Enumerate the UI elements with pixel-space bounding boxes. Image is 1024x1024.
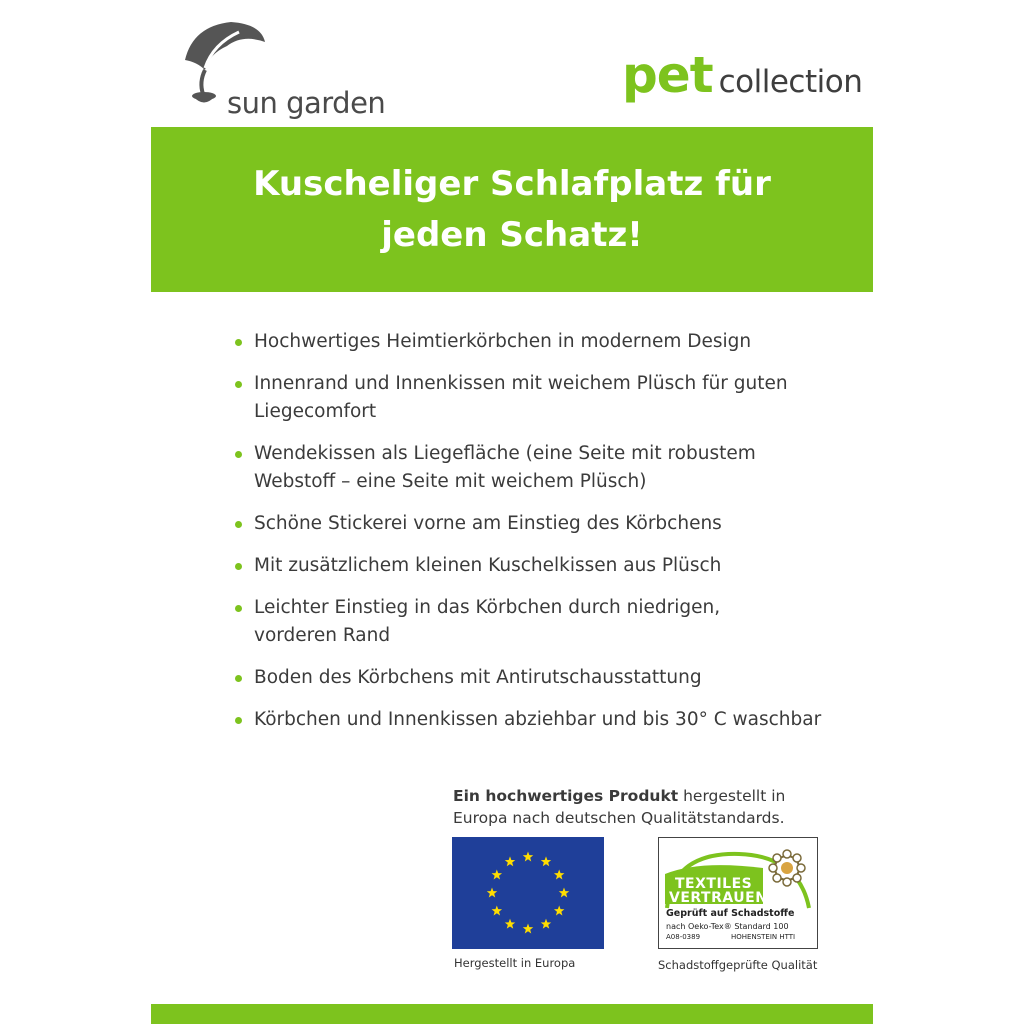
list-item: Mit zusätzlichem kleinen Kuschelkissen aus Plüsch <box>232 552 832 580</box>
bullet-icon <box>235 451 242 458</box>
bullet-icon <box>235 605 242 612</box>
quality-rest: hergestellt in <box>678 787 786 805</box>
eu-flag-icon <box>452 837 604 949</box>
headline-line-2: jeden Schatz! <box>381 215 643 255</box>
collection-wordmark: collection <box>718 64 863 100</box>
list-item: Leichter Einstieg in das Körbchen durch niedrigen, vorderen Rand <box>232 594 832 650</box>
feature-list <box>232 328 832 748</box>
badge-code: A08-0389 <box>666 933 701 941</box>
list-item: Hochwertiges Heimtierkörbchen in modernem Design <box>232 328 832 356</box>
list-item: Innenrand und Innenkissen mit weichem Plüsch für guten Liegecomfort <box>232 370 832 426</box>
bullet-icon <box>235 339 242 346</box>
eu-caption: Hergestellt in Europa <box>454 956 576 970</box>
list-item: Schöne Stickerei vorne am Einstieg des Körbchens <box>232 510 832 538</box>
badge-institute: HOHENSTEIN HTTI <box>731 933 796 941</box>
badge-line-4: nach Oeko-Tex® Standard 100 <box>666 922 789 931</box>
quality-statement <box>453 785 833 829</box>
list-item: Wendekissen als Liegefläche (eine Seite mit robustem Webstoff – eine Seite mit weichem Plüsch) <box>232 440 832 496</box>
bullet-icon <box>235 381 242 388</box>
quality-line-2: Europa nach deutschen Qualitätstandards. <box>453 809 785 827</box>
bottom-band <box>151 1004 873 1024</box>
quality-bold: Ein hochwertiges Produkt <box>453 787 679 805</box>
bullet-icon <box>235 521 242 528</box>
textiles-vertrauen-badge <box>658 837 818 949</box>
pet-collection-logo <box>622 46 862 104</box>
headline <box>151 159 873 261</box>
headline-line-1: Kuscheliger Schlafplatz für <box>253 164 771 204</box>
badge-line-3: Geprüft auf Schadstoffe <box>666 908 795 919</box>
sun-garden-logo <box>183 20 393 120</box>
bullet-icon <box>235 563 242 570</box>
brand-name: sun garden <box>227 86 386 120</box>
list-item: Körbchen und Innenkissen abziehbar und bis 30° C waschbar <box>232 706 832 734</box>
bullet-icon <box>235 675 242 682</box>
headline-band <box>151 127 873 292</box>
pet-wordmark: pet <box>622 46 713 104</box>
badge-title-2: VERTRAUEN <box>669 890 768 906</box>
bullet-icon <box>235 717 242 724</box>
badge-title-1: TEXTILES <box>675 876 753 892</box>
badge-caption: Schadstoffgeprüfte Qualität <box>658 958 818 972</box>
list-item: Boden des Körbchens mit Antirutschausstattung <box>232 664 832 692</box>
